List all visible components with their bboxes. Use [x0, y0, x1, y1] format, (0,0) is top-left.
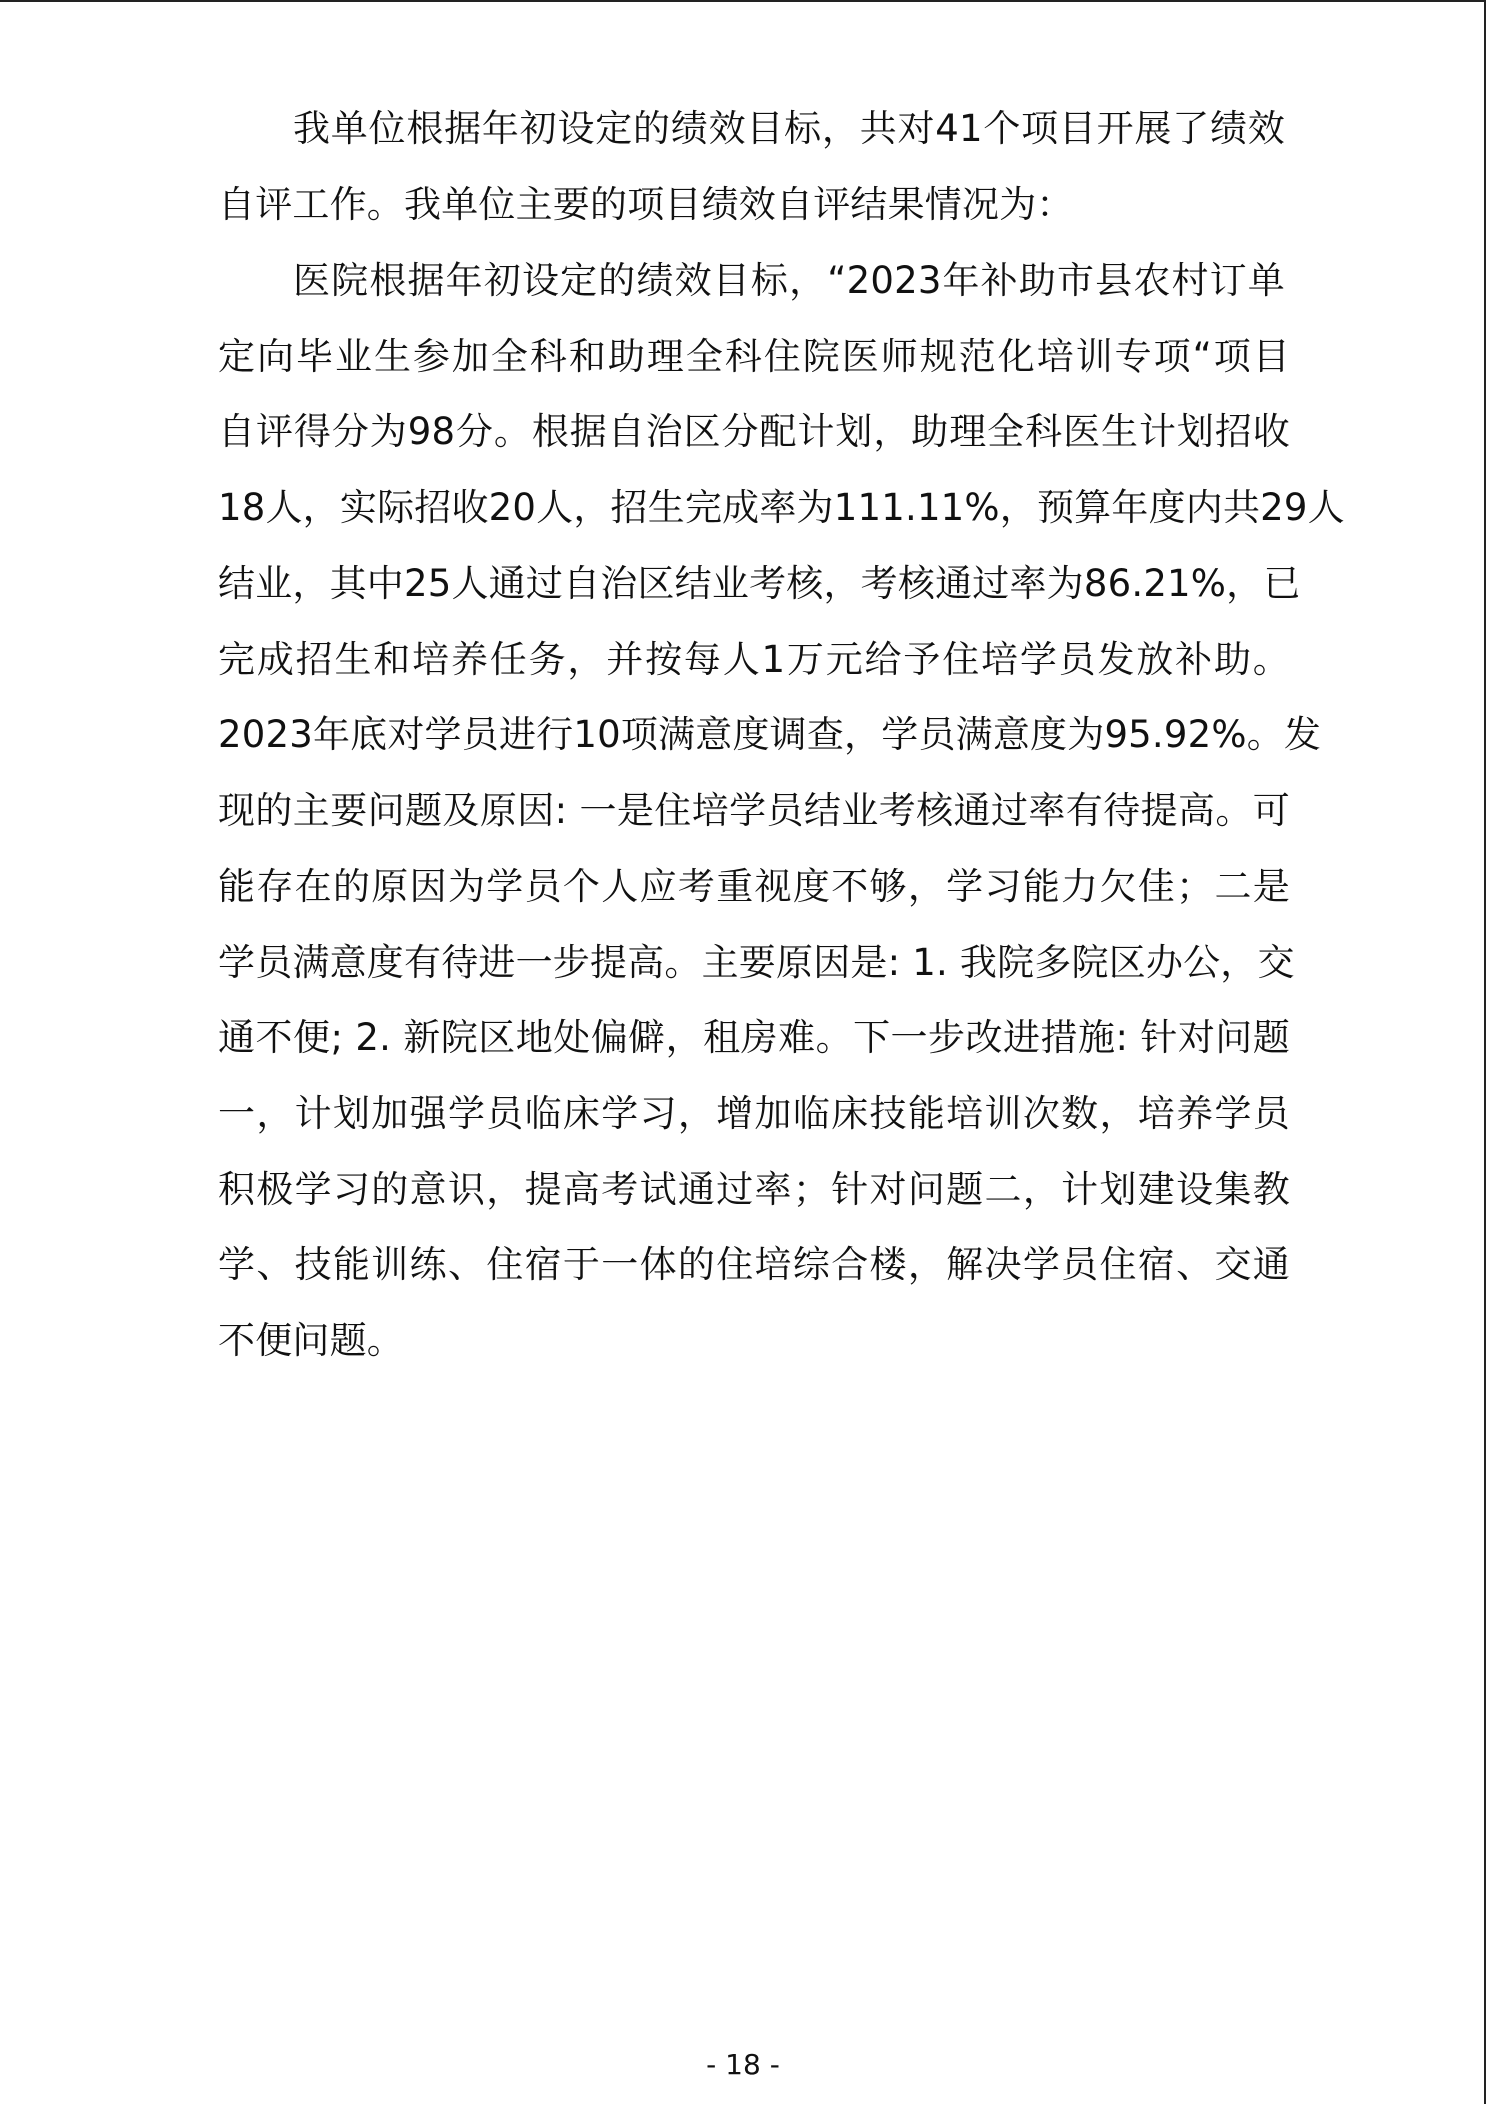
paragraph-2-line-8: 现的主要问题及原因: 一是住培学员结业考核通过率有待提高。可 [218, 789, 1290, 832]
paragraph-2-line-12: 一，计划加强学员临床学习，增加临床技能培训次数，培养学员 [218, 1092, 1290, 1135]
page-number: - 18 - [706, 2048, 780, 2081]
paragraph-2-line-11: 通不便; 2. 新院区地处偏僻，租房难。下一步改进措施: 针对问题 [218, 1016, 1290, 1059]
paragraph-1-line-1: 我单位根据年初设定的绩效目标，共对41个项目开展了绩效 [293, 107, 1285, 150]
paragraph-2-line-10: 学员满意度有待进一步提高。主要原因是: 1. 我院多院区办公，交 [218, 941, 1295, 984]
paragraph-2-line-2: 定向毕业生参加全科和助理全科住院医师规范化培训专项“项目 [218, 335, 1290, 378]
paragraph-2-line-5: 结业，其中25人通过自治区结业考核，考核通过率为86.21%，已 [218, 562, 1301, 605]
paragraph-2-line-6: 完成招生和培养任务，并按每人1万元给予住培学员发放补助。 [218, 638, 1290, 681]
paragraph-2-line-4: 18人，实际招收20人，招生完成率为111.11%，预算年度内共29人 [218, 486, 1345, 529]
paragraph-2-line-14: 学、技能训练、住宿于一体的住培综合楼，解决学员住宿、交通 [218, 1243, 1290, 1286]
paragraph-1-line-2: 自评工作。我单位主要的项目绩效自评结果情况为： [218, 183, 1074, 226]
paragraph-2-line-3: 自评得分为98分。根据自治区分配计划，助理全科医生计划招收 [218, 410, 1290, 453]
paragraph-2-line-9: 能存在的原因为学员个人应考重视度不够，学习能力欠佳；二是 [218, 865, 1290, 908]
paragraph-2-line-7: 2023年底对学员进行10项满意度调查，学员满意度为95.92%。发 [218, 713, 1322, 756]
paragraph-2-line-15: 不便问题。 [218, 1319, 404, 1362]
paragraph-2-line-1: 医院根据年初设定的绩效目标，“2023年补助市县农村订单 [293, 259, 1285, 302]
paragraph-2-line-13: 积极学习的意识，提高考试通过率；针对问题二，计划建设集教 [218, 1168, 1290, 1211]
